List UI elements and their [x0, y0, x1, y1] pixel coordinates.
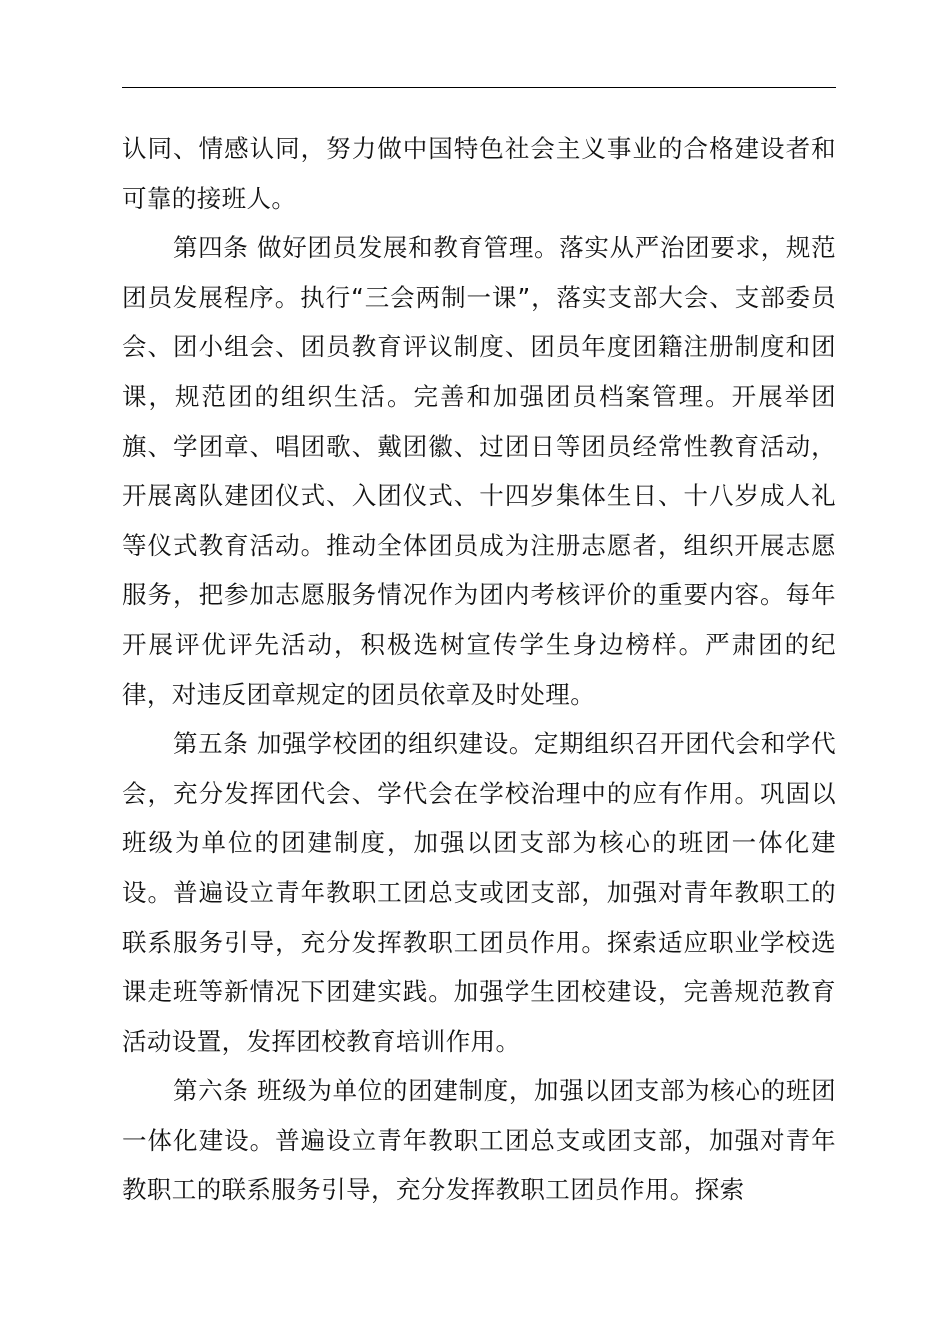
document-body: [122, 124, 836, 1215]
paragraph-article-4: 第四条 做好团员发展和教育管理。落实从严治团要求，规范团员发展程序。执行“三会两制一课”，落实支部大会、支部委员会、团小组会、团员教育评议制度、团员年度团籍注册制度和团课，规范团的组织生活。完善和加强团员档案管理。开展举团旗、学团章、唱团歌、戴团徽、过团日等团员经常性教育活动，开展离队建团仪式、入团仪式、十四岁集体生日、十八岁成人礼等仪式教育活动。推动全体团员成为注册志愿者，组织开展志愿服务，把参加志愿服务情况作为团内考核评价的重要内容。每年开展评优评先活动，积极选树宣传学生身边榜样。严肃团的纪律，对违反团章规定的团员依章及时处理。: [122, 233, 836, 709]
paragraph-article-5: 第五条 加强学校团的组织建设。定期组织召开团代会和学代会，充分发挥团代会、学代会在学校治理中的应有作用。巩固以班级为单位的团建制度，加强以团支部为核心的班团一体化建设。普遍设立青年教职工团总支或团支部，加强对青年教职工的联系服务引导，充分发挥教职工团员作用。探索适应职业学校选课走班等新情况下团建实践。加强学生团校建设，完善规范教育活动设置，发挥团校教育培训作用。: [122, 729, 836, 1056]
header-rule: [122, 87, 836, 88]
paragraph-continuation: 认同、情感认同，努力做中国特色社会主义事业的合格建设者和可靠的接班人。: [122, 134, 836, 213]
paragraph-article-6: 第六条 班级为单位的团建制度，加强以团支部为核心的班团一体化建设。普遍设立青年教职工团总支或团支部，加强对青年教职工的联系服务引导，充分发挥教职工团员作用。探索: [122, 1076, 836, 1205]
